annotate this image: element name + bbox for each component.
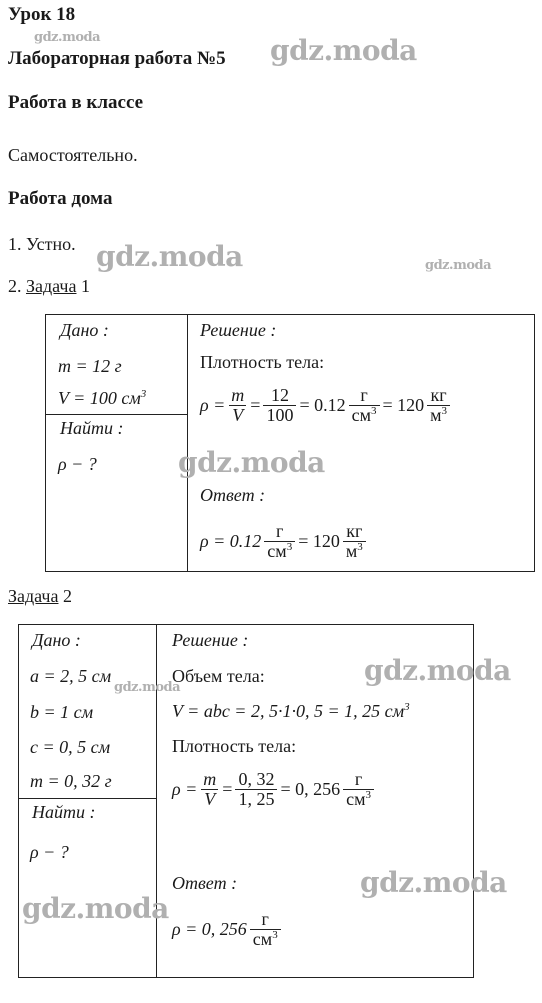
task2-given-m: m = 0, 32 г: [30, 771, 112, 791]
task1-formula: ρ = $\frac{m}{V}$ = $\frac{12}{100}$ = 0.12 $\frac{г}{см^3}$ = 120 $\frac{кг}{м^3}$: [200, 386, 453, 425]
task2-heading: Задача 2: [8, 586, 72, 606]
watermark-small: gdz.moda: [34, 30, 101, 45]
task2-given-a: a = 2, 5 см: [30, 666, 112, 686]
watermark-large: gdz.moda: [96, 240, 243, 273]
task2-given-c: c = 0, 5 см: [30, 737, 111, 757]
task2-given-label: Дано :: [32, 630, 81, 650]
task1-heading: 2. Задача 1: [8, 276, 90, 296]
item-1: 1. Устно.: [8, 234, 76, 254]
task2-given-b: b = 1 см: [30, 702, 94, 722]
home-heading: Работа дома: [8, 188, 113, 209]
watermark-large: gdz.moda: [360, 866, 507, 899]
lesson-title: Урок 18: [8, 4, 76, 25]
task2-solution-label: Решение :: [172, 630, 249, 650]
task1-solution-label: Решение :: [200, 320, 277, 340]
task1-find-label: Найти :: [60, 418, 124, 438]
task2-formula: ρ = $\frac{m}{V}$ = $\frac{0, 32}{1, 25}$ = 0, 256 $\frac{г}{см^3}$: [172, 770, 377, 809]
watermark-large: gdz.moda: [270, 34, 417, 67]
task1-answer-label: Ответ :: [200, 485, 266, 505]
task1-given-mass: m = 12 г: [58, 356, 122, 376]
watermark-large: gdz.moda: [364, 654, 511, 687]
class-heading: Работа в классе: [8, 92, 144, 113]
watermark-small: gdz.moda: [114, 680, 181, 695]
task2-answer-label: Ответ :: [172, 873, 238, 893]
task2-volume-formula: V = abc = 2, 5·1·0, 5 = 1, 25 $см^3$: [172, 701, 410, 721]
task1-given-label: Дано :: [60, 320, 109, 340]
watermark-small: gdz.moda: [425, 258, 492, 273]
task2-find-rho: ρ − ?: [30, 842, 69, 862]
task2-answer: ρ = 0, 256 $\frac{г}{см^3}$: [172, 910, 284, 949]
watermark-large: gdz.moda: [178, 446, 325, 479]
task2-density-label: Плотность тела:: [172, 736, 297, 756]
task2-find-label: Найти :: [32, 802, 96, 822]
watermark-large: gdz.moda: [22, 892, 169, 925]
lab-title: Лабораторная работа №5: [8, 48, 226, 69]
task2-volume-label: Объем тела:: [172, 666, 265, 686]
task1-find-rho: ρ − ?: [58, 454, 97, 474]
class-text: Самостоятельно.: [8, 145, 138, 165]
task1-given-volume: V = 100 $см^3$: [58, 388, 147, 408]
task1-answer: ρ = 0.12 $\frac{г}{см^3}$ = 120 $\frac{кг}{м^3}$: [200, 522, 369, 561]
task1-density-label: Плотность тела:: [200, 352, 325, 372]
